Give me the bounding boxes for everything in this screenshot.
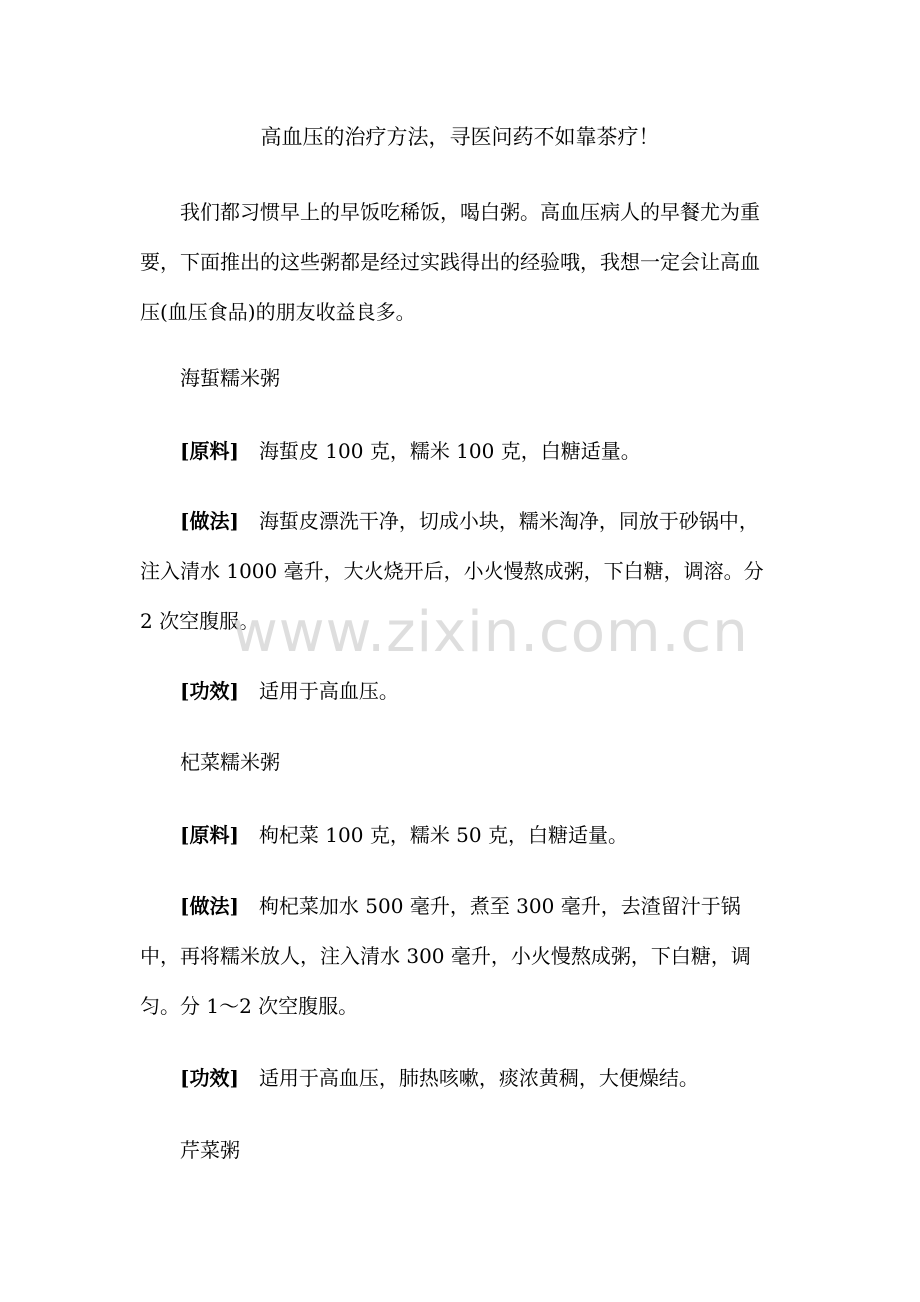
watermark: www.zixin.com.cn — [232, 600, 749, 665]
effect-text: 适用于高血压。 — [258, 679, 399, 703]
recipe-effect — [180, 1061, 699, 1095]
recipe-method — [140, 881, 768, 1031]
method-tag: [做法] — [180, 509, 239, 533]
method-tag: [做法] — [180, 894, 239, 918]
effect-tag: [功效] — [180, 1066, 239, 1090]
recipe-effect — [180, 674, 399, 708]
recipe-ingredients — [180, 434, 641, 468]
ingredients-text: 海蜇皮 100 克，糯米 100 克，白糖适量。 — [258, 439, 641, 463]
effect-text: 适用于高血压，肺热咳嗽，痰浓黄稠，大便燥结。 — [258, 1066, 699, 1090]
recipe-title: 杞菜糯米粥 — [180, 750, 280, 774]
recipe-ingredients — [180, 818, 628, 852]
ingredients-tag: [原料] — [180, 823, 239, 847]
method-text: 枸杞菜加水 500 毫升，煮至 300 毫升，去渣留汁于锅中，再将糯米放人，注入清水 300 毫升，小火慢熬成粥，下白糖，调匀。分 1～2 次空腹服。 — [140, 894, 751, 1018]
document-title: 高血压的治疗方法，寻医问药不如靠茶疗！ — [260, 125, 660, 149]
recipe-title: 海蜇糯米粥 — [180, 366, 280, 390]
intro-paragraph: 我们都习惯早上的早饭吃稀饭，喝白粥。高血压病人的早餐尤为重要，下面推出的这些粥都是经过实践得出的经验哦，我想一定会让高血压(血压食品)的朋友收益良多。 — [140, 200, 760, 324]
method-text: 海蜇皮漂洗干净，切成小块，糯米淘净，同放于砂锅中，注入清水 1000 毫升，大火烧开后，小火慢熬成粥，下白糖，调溶。分 2 次空腹服。 — [140, 509, 764, 633]
ingredients-text: 枸杞菜 100 克，糯米 50 克，白糖适量。 — [258, 823, 628, 847]
effect-tag: [功效] — [180, 679, 239, 703]
ingredients-tag: [原料] — [180, 439, 239, 463]
recipe-title: 芹菜粥 — [180, 1138, 240, 1162]
